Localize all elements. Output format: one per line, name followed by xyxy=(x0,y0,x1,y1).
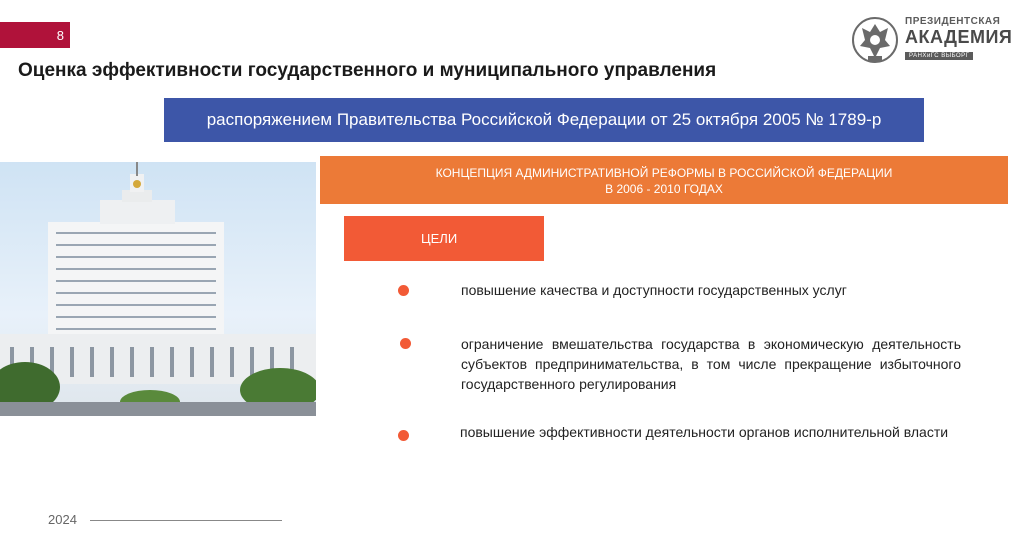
logo-line-1: ПРЕЗИДЕНТСКАЯ xyxy=(905,16,1001,27)
footer-divider xyxy=(90,520,282,521)
bullet-3-icon xyxy=(398,430,409,441)
goal-item-2: ограничение вмешательства государства в экономическую деятельность субъектов предпринимательства, в том числе прекращение избыточного государственного регулирования xyxy=(461,336,961,392)
concept-line-2: В 2006 - 2010 ГОДАХ xyxy=(605,182,723,196)
eagle-emblem-icon xyxy=(850,10,900,70)
concept-line-1: КОНЦЕПЦИЯ АДМИНИСТРАТИВНОЙ РЕФОРМЫ В РОССИЙСКОЙ ФЕДЕРАЦИИ xyxy=(435,166,893,180)
bullet-2-icon xyxy=(400,338,411,349)
goals-label: ЦЕЛИ xyxy=(421,231,458,246)
academy-logo xyxy=(850,10,1013,70)
logo-line-2: АКАДЕМИЯ xyxy=(905,27,1013,47)
building-illustration xyxy=(0,162,316,416)
footer-year: 2024 xyxy=(48,512,77,527)
page-number: 8 xyxy=(56,27,64,43)
concept-banner xyxy=(320,156,1008,204)
bullet-1-icon xyxy=(398,285,409,296)
goal-item-3: повышение эффективности деятельности органов исполнительной власти xyxy=(460,424,949,440)
page-number-badge xyxy=(0,22,70,48)
page-title: Оценка эффективности государственного и муниципального управления xyxy=(18,60,717,81)
logo-line-3: РАНХиГС ВЫБОРГ xyxy=(905,52,973,60)
goal-item-1: повышение качества и доступности государственных услуг xyxy=(461,282,847,298)
goals-header xyxy=(344,216,544,261)
decree-banner xyxy=(164,98,924,142)
government-building-photo xyxy=(0,162,316,416)
decree-text: распоряжением Правительства Российской Федерации от 25 октября 2005 № 1789-р xyxy=(206,110,882,129)
